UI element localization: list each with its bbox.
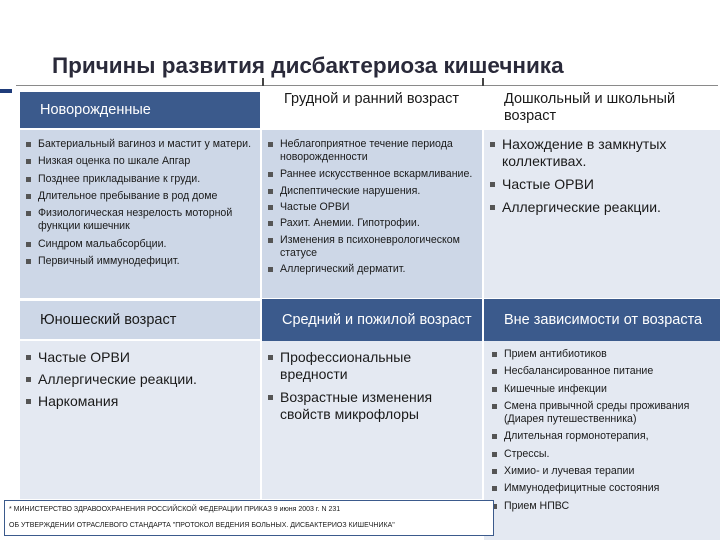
- footnote: [4, 500, 494, 536]
- list-item: Нахождение в замкнутых коллективах.: [488, 136, 714, 170]
- list-item: Смена привычной среды проживания (Диарея путешественника): [490, 400, 718, 427]
- list-item: Возрастные изменения свойств микрофлоры: [266, 389, 470, 423]
- list-item: Частые ОРВИ: [24, 349, 254, 366]
- list-item: Длительная гормонотерапия,: [490, 430, 718, 443]
- infant-list: [262, 130, 482, 277]
- list-item: Прием антибиотиков: [490, 348, 718, 361]
- list-item: Иммунодефицитные состояния: [490, 482, 718, 495]
- newborn-header: [20, 92, 260, 128]
- list-item: Диспептические нарушения.: [266, 185, 476, 198]
- any-age-cell: [484, 341, 720, 540]
- list-item: Прием НПВС: [490, 500, 718, 513]
- list-item: Физиологическая незрелость моторной функции кишечник: [24, 207, 254, 234]
- list-item: Химио- и лучевая терапии: [490, 465, 718, 478]
- youth-header: [20, 301, 260, 339]
- title-accent-bar: [0, 89, 12, 93]
- divider-tick: [482, 78, 484, 86]
- infant-header: [284, 91, 474, 131]
- list-item: Кишечные инфекции: [490, 383, 718, 396]
- list-item: Стрессы.: [490, 448, 718, 461]
- list-item: Несбалансированное питание: [490, 365, 718, 378]
- school-cell: [484, 130, 720, 298]
- list-item: Позднее прикладывание к груди.: [24, 173, 254, 186]
- newborn-header-label: Новорожденные: [40, 101, 151, 118]
- youth-header-label: Юношеский возраст: [40, 311, 177, 328]
- any-age-list: [484, 341, 720, 513]
- any-age-header: [484, 299, 720, 341]
- middle-header: [262, 299, 482, 341]
- middle-cell: [262, 341, 482, 499]
- page-title: Причины развития дисбактериоза кишечника: [52, 53, 564, 78]
- list-item: Раннее искусственное вскармливание.: [266, 168, 476, 181]
- list-item: Наркомания: [24, 393, 254, 410]
- youth-cell: [20, 341, 260, 499]
- school-list: [484, 130, 720, 216]
- newborn-list: [20, 130, 260, 268]
- footnote-line-1: * МИНИСТЕРСТВО ЗДРАВООХРАНЕНИЯ РОССИЙСКОЙ ФЕДЕРАЦИИ ПРИКАЗ 9 июня 2003 г. N 231: [9, 506, 341, 513]
- infant-cell: [262, 130, 482, 298]
- list-item: Аллергический дерматит.: [266, 263, 476, 276]
- footnote-line-2: ОБ УТВЕРЖДЕНИИ ОТРАСЛЕВОГО СТАНДАРТА "ПРОТОКОЛ ВЕДЕНИЯ БОЛЬНЫХ. ДИСБАКТЕРИОЗ КИШЕЧНИКА": [9, 522, 395, 529]
- divider-tick: [262, 78, 264, 86]
- newborn-cell: [20, 130, 260, 298]
- title-divider: [16, 85, 718, 86]
- school-header: [504, 91, 718, 131]
- list-item: Аллергические реакции.: [488, 199, 714, 216]
- list-item: Бактериальный вагиноз и мастит у матери.: [24, 138, 254, 151]
- list-item: Профессиональные вредности: [266, 349, 470, 383]
- list-item: Частые ОРВИ: [488, 176, 714, 193]
- list-item: Рахит. Анемии. Гипотрофии.: [266, 217, 476, 230]
- school-header-label: Дошкольный и школьный возраст: [504, 91, 676, 124]
- list-item: Первичный иммунодефицит.: [24, 255, 254, 268]
- list-item: Изменения в психоневрологическом статусе: [266, 234, 476, 261]
- list-item: Низкая оценка по шкале Апгар: [24, 155, 254, 168]
- any-age-header-label: Вне зависимости от возраста: [504, 311, 703, 328]
- list-item: Синдром мальабсорбции.: [24, 238, 254, 251]
- list-item: Длительное пребывание в род доме: [24, 190, 254, 203]
- list-item: Неблагоприятное течение периода новорожденности: [266, 138, 476, 165]
- list-item: Аллергические реакции.: [24, 371, 254, 388]
- list-item: Частые ОРВИ: [266, 201, 476, 214]
- middle-list: [262, 341, 482, 423]
- middle-header-label: Средний и пожилой возраст: [282, 311, 472, 328]
- infant-header-label: Грудной и ранний возраст: [284, 91, 459, 107]
- youth-list: [20, 341, 260, 410]
